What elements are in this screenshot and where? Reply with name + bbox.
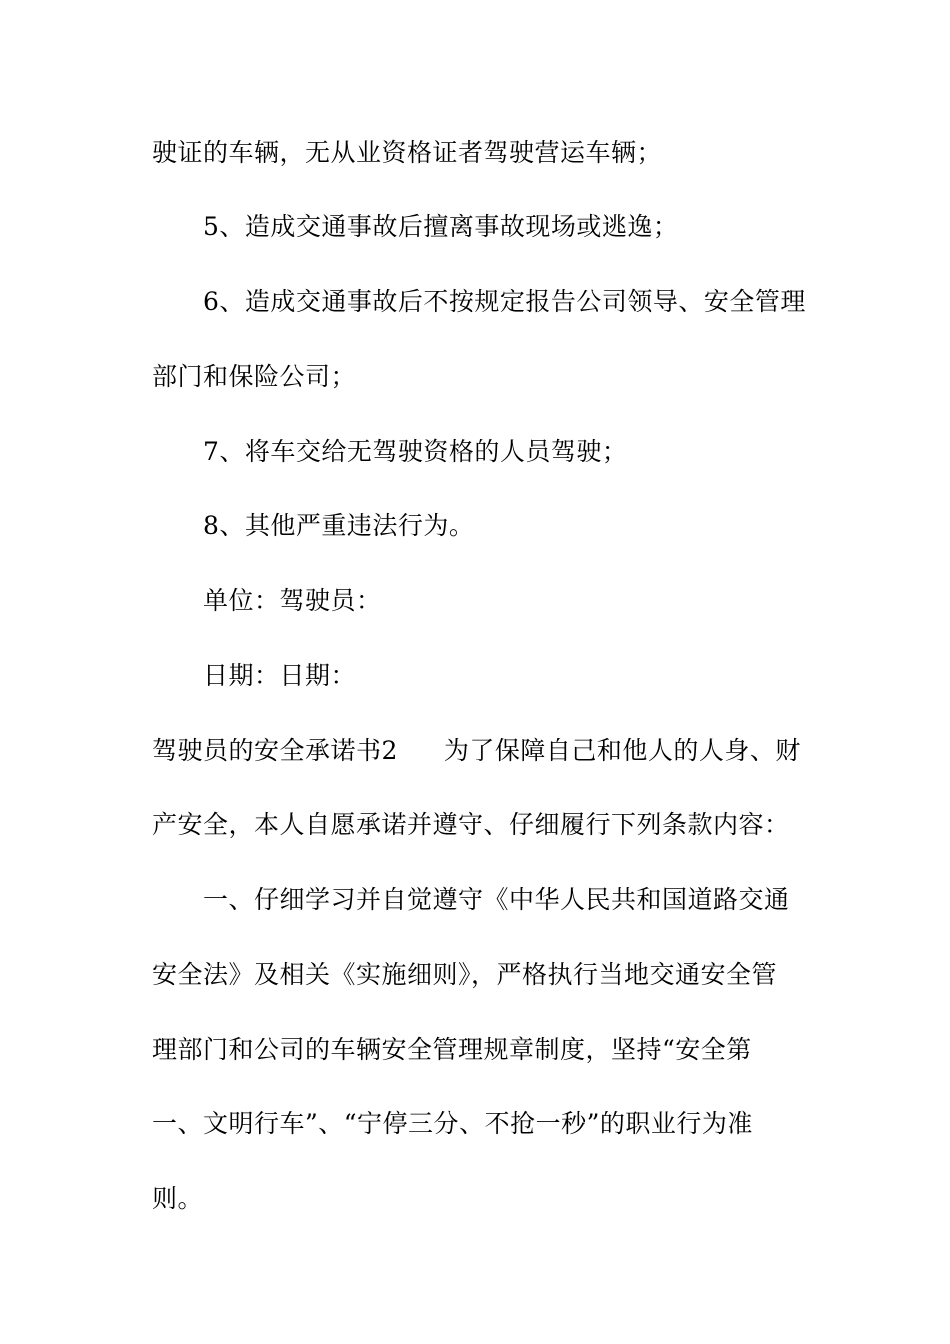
paragraph-line: 部门和保险公司；: [152, 362, 357, 391]
list-item-5: 5、造成交通事故后擅离事故现场或逃逸；: [203, 212, 679, 241]
list-item-7: 7、将车交给无驾驶资格的人员驾驶；: [203, 437, 628, 466]
paragraph-line: 一、文明行车”、“宁停三分、不抢一秒”的职业行为准: [152, 1109, 753, 1138]
signature-date-line: 日期：日期：: [203, 661, 357, 690]
section-heading-line: [152, 736, 801, 766]
list-item-8: 8、其他严重违法行为。: [203, 511, 475, 540]
paragraph-line: 安全法》及相关《实施细则》，严格执行当地交通安全管: [152, 960, 778, 989]
paragraph-line: 产安全，本人自愿承诺并遵守、仔细履行下列条款内容：: [152, 810, 790, 839]
signature-unit-line: 单位：驾驶员：: [203, 586, 382, 615]
paragraph-line: 则。: [152, 1184, 204, 1213]
clause-one-line: 一、仔细学习并自觉遵守《中华人民共和国道路交通: [203, 885, 790, 914]
paragraph-line: 驶证的车辆，无从业资格证者驾驶营运车辆；: [152, 138, 663, 167]
list-item-6: 6、造成交通事故后不按规定报告公司领导、安全管理: [203, 287, 806, 316]
section-intro: 为了保障自己和他人的人身、财: [443, 736, 801, 765]
paragraph-line: 理部门和公司的车辆安全管理规章制度，坚持“安全第: [152, 1035, 752, 1064]
section-title: 驾驶员的安全承诺书2: [152, 736, 398, 765]
